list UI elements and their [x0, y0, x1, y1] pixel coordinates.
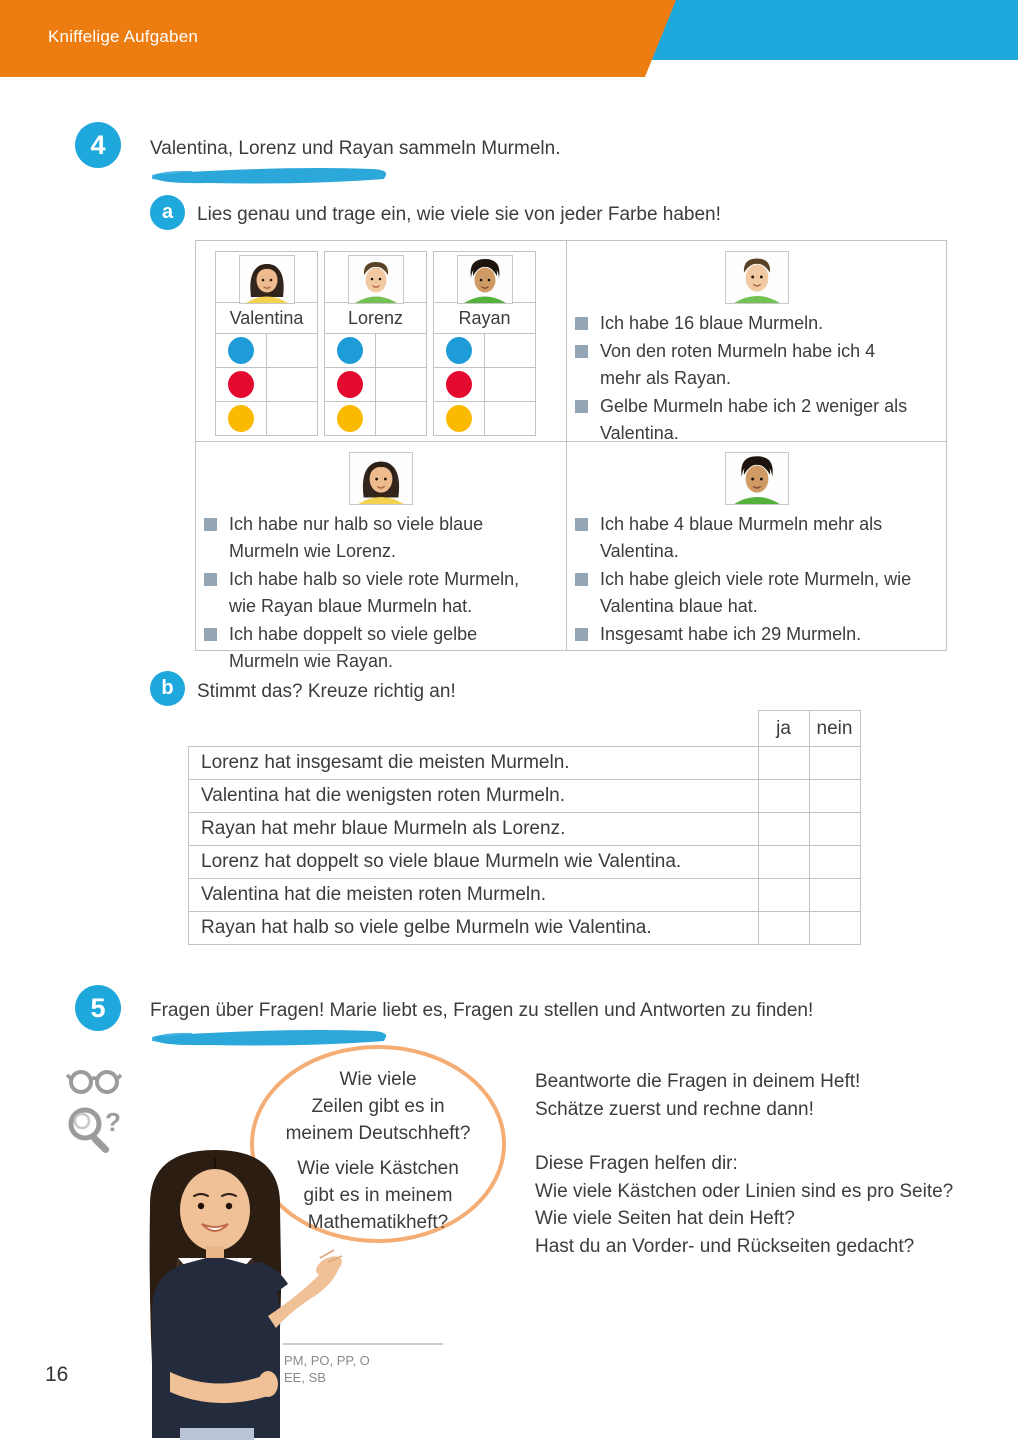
bullet-square	[204, 518, 217, 531]
count-input-cell[interactable]	[267, 368, 317, 401]
table-row	[189, 912, 861, 945]
column-header-nein: nein	[809, 711, 860, 747]
valentina-statements-cell	[196, 442, 566, 671]
table-row	[189, 747, 861, 780]
help-line: Hast du an Vorder- und Rückseiten gedacht?	[535, 1235, 915, 1257]
competency-codes: PM, PO, PP, O EE, SB	[284, 1353, 370, 1385]
bullet-square	[575, 400, 588, 413]
statement: Ich habe nur halb so viele blaue Murmeln wie Lorenz.	[229, 514, 484, 561]
yellow-marble-dot	[216, 402, 267, 435]
nein-checkbox-cell[interactable]	[809, 912, 860, 945]
bullet-square	[575, 628, 588, 641]
task4b-badge: b	[150, 671, 185, 706]
valentina-photo	[239, 255, 295, 304]
count-input-cell[interactable]	[485, 334, 535, 367]
valentina-photo	[349, 452, 413, 505]
table-row	[189, 879, 861, 912]
row-statement: Rayan hat halb so viele gelbe Murmeln wie Valentina.	[189, 912, 759, 945]
red-marble-dot	[216, 368, 267, 401]
nein-checkbox-cell[interactable]	[809, 747, 860, 780]
task4a-badge: a	[150, 195, 185, 230]
lorenz-statements-cell	[567, 241, 946, 441]
rayan-photo	[725, 452, 789, 505]
marble-card-rayan	[433, 251, 536, 436]
task5-title: Fragen über Fragen! Marie liebt es, Fragen zu stellen und Antworten zu finden!	[150, 1000, 814, 1021]
table-row	[189, 846, 861, 879]
statement: Ich habe 4 blaue Murmeln mehr als Valentina.	[600, 514, 883, 561]
lorenz-photo	[725, 251, 789, 304]
ja-checkbox-cell[interactable]	[758, 780, 809, 813]
child-name: Valentina	[216, 302, 317, 334]
row-statement: Valentina hat die meisten roten Murmeln.	[189, 879, 759, 912]
statement: Ich habe gleich viele rote Murmeln, wie Valentina blaue hat.	[600, 569, 912, 616]
bullet-square	[575, 573, 588, 586]
page-header-title: Kniffelige Aufgaben	[48, 27, 199, 46]
task4-title: Valentina, Lorenz und Rayan sammeln Murmeln.	[150, 138, 561, 159]
ja-checkbox-cell[interactable]	[758, 912, 809, 945]
task5-number-badge: 5	[75, 985, 121, 1031]
nein-checkbox-cell[interactable]	[809, 879, 860, 912]
task4-number-badge: 4	[75, 122, 121, 168]
rayan-photo	[457, 255, 513, 304]
page-number: 16	[45, 1363, 69, 1386]
help-line: Wie viele Kästchen oder Linien sind es pro Seite?	[535, 1180, 954, 1202]
header-spacer	[189, 711, 759, 747]
statement: Ich habe halb so viele rote Murmeln, wie Rayan blaue Murmeln hat.	[229, 569, 520, 616]
bullet-square	[204, 628, 217, 641]
statement: Insgesamt habe ich 29 Murmeln.	[600, 624, 862, 644]
ja-checkbox-cell[interactable]	[758, 846, 809, 879]
blue-marble-dot	[325, 334, 376, 367]
count-input-cell[interactable]	[376, 334, 426, 367]
row-statement: Lorenz hat doppelt so viele blaue Murmeln wie Valentina.	[189, 846, 759, 879]
svg-text:?: ?	[105, 1107, 121, 1137]
bullet-square	[575, 345, 588, 358]
marble-card-valentina	[215, 251, 318, 436]
blue-marble-dot	[216, 334, 267, 367]
help-line: Schätze zuerst und rechne dann!	[535, 1098, 814, 1120]
count-input-cell[interactable]	[267, 402, 317, 435]
count-input-cell[interactable]	[376, 368, 426, 401]
statement: Ich habe doppelt so viele gelbe Murmeln wie Rayan.	[229, 624, 478, 671]
task5-help-text	[535, 1068, 985, 1260]
row-statement: Valentina hat die wenigsten roten Murmeln.	[189, 780, 759, 813]
marble-table	[195, 240, 947, 671]
child-name: Rayan	[434, 302, 535, 334]
nein-checkbox-cell[interactable]	[809, 846, 860, 879]
blue-highlight-stroke	[148, 165, 394, 185]
statement: Gelbe Murmeln habe ich 2 weniger als Valentina.	[600, 396, 908, 443]
yellow-marble-dot	[325, 402, 376, 435]
bubble-question-1: Wie viele Zeilen gibt es in meinem Deutschheft?	[285, 1069, 471, 1144]
statement: Ich habe 16 blaue Murmeln.	[600, 313, 824, 333]
header-blue-band	[650, 0, 1018, 60]
yellow-marble-dot	[434, 402, 485, 435]
count-input-cell[interactable]	[267, 334, 317, 367]
help-line: Diese Fragen helfen dir:	[535, 1153, 738, 1174]
nein-checkbox-cell[interactable]	[809, 780, 860, 813]
count-input-cell[interactable]	[485, 368, 535, 401]
footer-divider	[283, 1343, 443, 1345]
bullet-square	[575, 518, 588, 531]
child-name: Lorenz	[325, 302, 426, 334]
row-statement: Rayan hat mehr blaue Murmeln als Lorenz.	[189, 813, 759, 846]
count-input-cell[interactable]	[485, 402, 535, 435]
ja-checkbox-cell[interactable]	[758, 879, 809, 912]
bullet-square	[204, 573, 217, 586]
red-marble-dot	[325, 368, 376, 401]
bubble-question-2: Wie viele Kästchen gibt es in meinem Mathematikheft?	[297, 1158, 459, 1233]
ja-checkbox-cell[interactable]	[758, 813, 809, 846]
table-row	[189, 780, 861, 813]
task4a-instruction: Lies genau und trage ein, wie viele sie von jeder Farbe haben!	[197, 204, 721, 225]
row-statement: Lorenz hat insgesamt die meisten Murmeln.	[189, 747, 759, 780]
red-marble-dot	[434, 368, 485, 401]
blue-marble-dot	[434, 334, 485, 367]
count-input-cell[interactable]	[376, 402, 426, 435]
task4b-instruction: Stimmt das? Kreuze richtig an!	[197, 681, 456, 702]
statement: Von den roten Murmeln habe ich 4 mehr als Rayan.	[600, 341, 876, 388]
glasses-icon	[66, 1066, 124, 1096]
table-row	[189, 813, 861, 846]
marble-card-lorenz	[324, 251, 427, 436]
column-header-ja: ja	[758, 711, 809, 747]
rayan-statements-cell	[567, 442, 946, 650]
nein-checkbox-cell[interactable]	[809, 813, 860, 846]
bullet-square	[575, 317, 588, 330]
help-line: Beantworte die Fragen in deinem Heft!	[535, 1071, 861, 1092]
marie-photo	[82, 1146, 354, 1440]
help-line: Wie viele Seiten hat dein Heft?	[535, 1208, 795, 1229]
ja-checkbox-cell[interactable]	[758, 747, 809, 780]
lorenz-photo	[348, 255, 404, 304]
ja-nein-table	[188, 710, 861, 945]
